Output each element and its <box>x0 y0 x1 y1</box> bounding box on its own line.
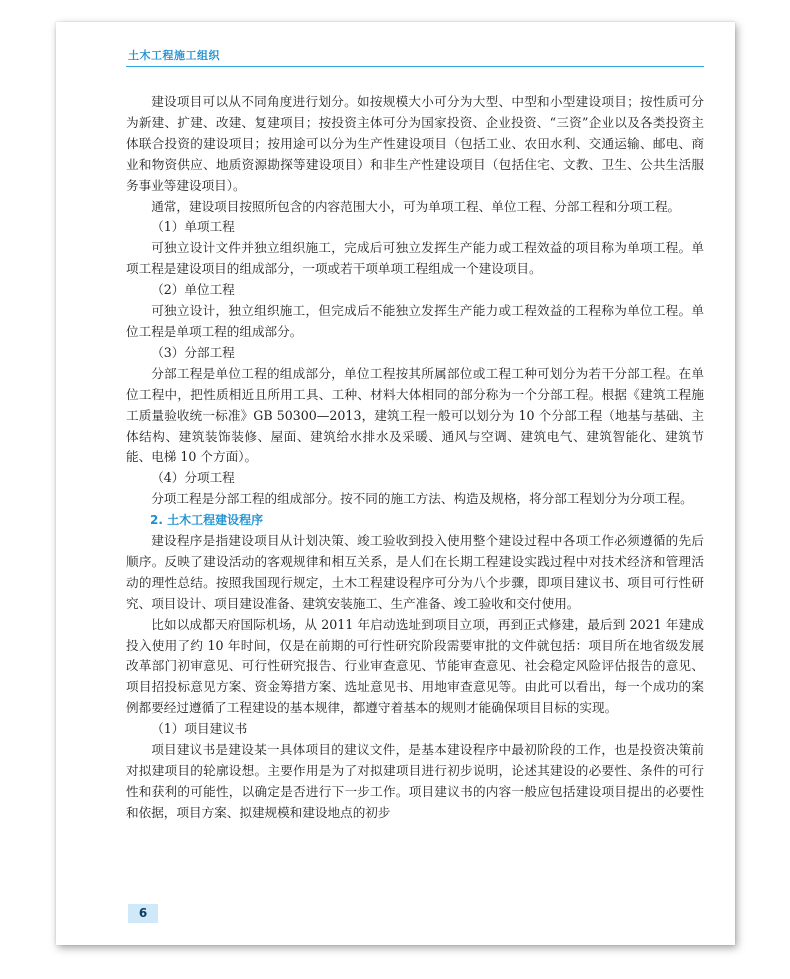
paragraph-project-proposal: 项目建议书是建设某一具体项目的建议文件，是基本建设程序中最初阶段的工作，也是投资决策前对拟建项目的轮廓设想。主要作用是为了对拟建项目进行初步说明，论述其建设的必要性、条件的可行性和获利的可能性，以确定是否进行下一步工作。项目建议书的内容一般应包括建设项目提出的必要性和依据，项目方案、拟建规模和建设地点的初步 <box>126 742 704 820</box>
paragraph-project-scope: 通常，建设项目按照所包含的内容范围大小，可为单项工程、单位工程、分部工程和分项工程。 <box>151 198 681 214</box>
subheading-unit-project: （2）单位工程 <box>151 282 235 298</box>
paragraph-single-project: 可独立设计文件并独立组织施工，完成后可独立发挥生产能力或工程效益的项目称为单项工程。单项工程是建设项目的组成部分，一项或若干项单项工程组成一个建设项目。 <box>126 240 704 277</box>
subheading-project-proposal: （1）项目建议书 <box>151 721 248 737</box>
page-number: 6 <box>128 904 158 923</box>
body-text <box>126 92 704 824</box>
paragraph-airport-example: 比如以成都天府国际机场，从 2011 年启动选址到项目立项，再到正式修建，最后到 2021 年建成投入使用了约 10 年时间，仅是在前期的可行性研究阶段需要审批的文件就包括：项目所在地省级发展改革部门初审意见、可行性研究报告、行业审查意见、节能审查意见、社会稳定风险评估报告的意见、项目招投标意见方案、资金筹措方案、选址意见书、用地审查意见等。由此可以看出，每一个成功的案例都要经过遵循了工程建设的基本规律，都遵守着基本的规则才能确保项目目标的实现。 <box>126 616 704 716</box>
paragraph-division-project: 分部工程是单位工程的组成部分，单位工程按其所属部位或工程工种可划分为若干分部工程。在单位工程中，把性质相近且所用工具、工种、材料大体相同的部分称为一个分部工程。根据《建筑工程施工质量验收统一标准》GB 50300—2013，建筑工程一般可以划分为 10 个分部工程（地基与基础、主体结构、建筑装饰装修、屋面、建筑给水排水及采暖、通风与空调、建筑电气、建筑智能化、建筑节能、电梯 10 个方面）。 <box>126 365 704 465</box>
book-page <box>56 22 735 945</box>
subheading-subitem-project: （4）分项工程 <box>151 470 235 486</box>
paragraph-unit-project: 可独立设计，独立组织施工，但完成后不能独立发挥生产能力或工程效益的工程称为单位工程。单位工程是单项工程的组成部分。 <box>126 303 704 339</box>
paragraph-project-classification: 建设项目可以从不同角度进行划分。如按规模大小可分为大型、中型和小型建设项目；按性质可分为新建、扩建、改建、复建项目；按投资主体可分为国家投资、企业投资、“三资”企业以及各类投资主体联合投资的建设项目；按用途可以分为生产性建设项目（包括工业、农田水利、交通运输、邮电、商业和物资供应、地质资源勘探等建设项目）和非生产性建设项目（包括住宅、文教、卫生、公共生活服务事业等建设项目）。 <box>126 94 704 193</box>
paragraph-subitem-project: 分项工程是分部工程的组成部分。按不同的施工方法、构造及规格，将分部工程划分为分项工程。 <box>151 491 693 507</box>
running-header <box>126 44 704 67</box>
subheading-division-project: （3）分部工程 <box>151 344 235 360</box>
running-header-title: 土木工程施工组织 <box>128 49 220 62</box>
section-heading-construction-procedure: 2. 土木工程建设程序 <box>150 513 264 528</box>
paragraph-construction-procedure: 建设程序是指建设项目从计划决策、竣工验收到投入使用整个建设过程中各项工作必须遵循的先后顺序。反映了建设活动的客观规律和相互关系，是人们在长期工程建设实践过程中对技术经济和管理活动的理性总结。按照我国现行规定，土木工程建设程序可分为八个步骤，即项目建议书、项目可行性研究、项目设计、项目建设准备、建筑安装施工、生产准备、竣工验收和交付使用。 <box>126 533 704 611</box>
subheading-single-project: （1）单项工程 <box>151 219 235 235</box>
